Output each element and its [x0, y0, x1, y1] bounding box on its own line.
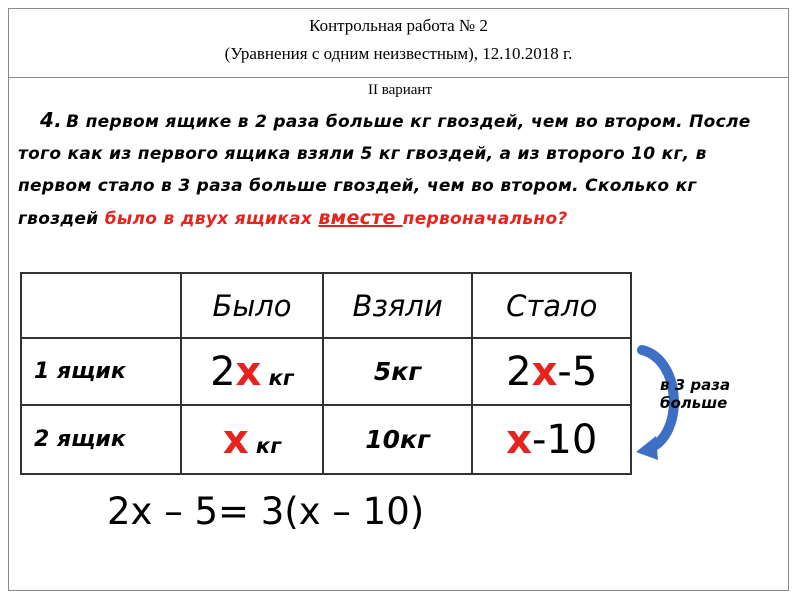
table-header-vzyali: Взяли — [323, 273, 473, 338]
var-x: x — [222, 416, 249, 463]
problem-red-3: первоначально? — [402, 209, 568, 229]
table-header-row — [21, 273, 631, 338]
data-table — [20, 272, 632, 475]
ratio-note-line2: больше — [660, 394, 728, 412]
cell-bylo-2 — [181, 405, 323, 474]
unit: кг — [261, 365, 294, 390]
row-label-box-1: 1 ящик — [21, 338, 181, 405]
header — [8, 8, 789, 78]
var-x: x — [506, 416, 532, 463]
problem-main: В первом ящике в 2 раза больше кг гвоздей, чем во втором. После того как из первого ящика взяли 5 кг гвоздей, а из второго 10 кг, в первом стало в 3 раза больше гвоздей, чем во втором. Сколько кг гвоздей — [18, 112, 751, 229]
table-header-bylo: Было — [181, 273, 323, 338]
equation: 2x – 5= 3(x – 10) — [107, 490, 425, 533]
ratio-note — [660, 376, 730, 412]
var-x: x — [235, 348, 262, 395]
header-subtitle: (Уравнения с одним неизвестным), 12.10.2018 г. — [224, 44, 573, 63]
problem-text — [18, 104, 778, 235]
cell-stalo-1 — [472, 338, 631, 405]
problem-red-1: было в двух ящиках — [104, 209, 319, 229]
table-header-stalo: Стало — [472, 273, 631, 338]
cell-vzyali-2: 10кг — [323, 405, 473, 474]
row-label-box-2: 2 ящик — [21, 405, 181, 474]
rest: -10 — [531, 416, 598, 463]
coef: 2 — [210, 348, 236, 395]
table-header-empty — [21, 273, 181, 338]
coef: 2 — [506, 348, 532, 395]
problem-red-vmeste: вместе — [318, 207, 403, 229]
cell-bylo-1 — [181, 338, 323, 405]
problem-number: 4. — [40, 108, 63, 132]
rest: -5 — [557, 348, 598, 395]
cell-stalo-2 — [472, 405, 631, 474]
ratio-note-line1: в 3 раза — [660, 376, 731, 394]
unit: кг — [248, 433, 282, 458]
variant-label: II вариант — [367, 82, 433, 98]
header-title: Контрольная работа № 2 — [309, 16, 488, 35]
table-row — [21, 338, 631, 405]
table-row — [21, 405, 631, 474]
var-x: x — [531, 348, 558, 395]
cell-vzyali-1: 5кг — [323, 338, 473, 405]
